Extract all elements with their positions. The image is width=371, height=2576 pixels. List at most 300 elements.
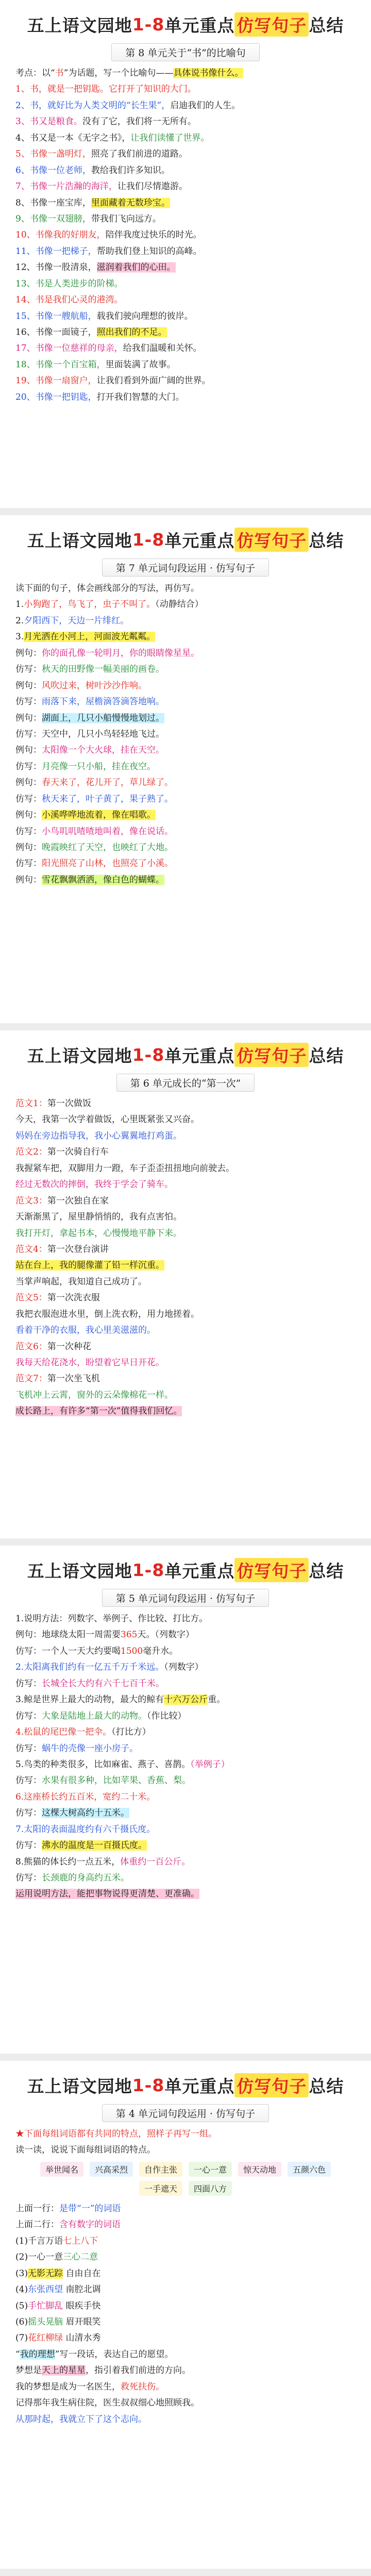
line-segment: “ (15, 2349, 20, 2360)
line-segment: 帮助我们登上知识的高峰。 (96, 246, 202, 257)
line-segment: 东张西望 (28, 2284, 63, 2295)
header-pre: 五上语文园地 (27, 1045, 132, 1066)
text-line (15, 1627, 356, 1643)
text-line (15, 1096, 356, 1112)
header-hl: 仿写句子 (234, 2073, 309, 2097)
text-line (15, 2298, 356, 2314)
line-segment: 例句： (15, 745, 42, 756)
text-line (15, 1274, 356, 1290)
unit-title: 第 5 单元词句段运用 · 仿写句子 (102, 1589, 269, 1607)
text-line (15, 2363, 356, 2379)
line-segment: 第一次做饭 (47, 1098, 91, 1109)
line-segment: 秋天来了，叶子黄了，果子熟了。 (42, 793, 173, 804)
line-segment: 仿写： (15, 1873, 42, 1883)
line-segment: 第一次种花 (47, 1341, 91, 1352)
line-segment: 4.松鼠的尾巴像一把伞。 (15, 1727, 112, 1738)
line-segment: 毫升水。 (143, 1646, 178, 1656)
line-segment: 十六万公斤 (164, 1694, 208, 1705)
text-line (15, 65, 356, 81)
text-line (15, 1870, 356, 1886)
line-segment: 例句：地球绕太阳一周需要 (15, 1630, 121, 1640)
header-pre: 五上语文园地 (27, 15, 132, 36)
line-segment: 飞机冲上云霄，窗外的云朵像棉花一样。 (15, 1389, 173, 1400)
text-line (15, 1161, 356, 1177)
header-hl: 仿写句子 (234, 12, 309, 37)
text-line (15, 1144, 356, 1160)
header-mid: 1-8 (132, 2075, 165, 2095)
line-segment: 晚霞映红了天空，也映红了大地。 (42, 842, 173, 853)
header-hl: 仿写句子 (234, 528, 309, 552)
text-line (15, 1692, 356, 1708)
text-line (15, 1741, 356, 1757)
text-line (15, 759, 356, 775)
line-segment: 天渐渐黑了，屋里静悄悄的，我有点害怕。 (15, 1212, 182, 1223)
line-segment: 1、书，就是一把钥匙。它打开了知识的大门。 (15, 84, 196, 95)
header-mid: 1-8 (132, 529, 165, 550)
text-line (15, 2249, 356, 2265)
text-line (15, 1209, 356, 1225)
text-line (15, 1773, 356, 1789)
text-line (15, 856, 356, 872)
text-line (15, 1789, 356, 1805)
text-line (15, 2412, 356, 2428)
line-segment: 范文7： (15, 1374, 47, 1384)
section-header (15, 1040, 356, 1070)
line-segment: 让我们尽情遨游。 (117, 181, 188, 192)
line-segment: 体重约一百公斤。 (120, 1856, 191, 1867)
line-segment: 范文1： (15, 1098, 47, 1109)
text-line (15, 1724, 356, 1740)
line-segment: 3、书又是粮食。 (15, 116, 82, 127)
line-segment: 天空中，几只小鸟轻轻地飞过。 (42, 728, 164, 739)
line-segment: 运用说明方法，能把事物说得更清楚、更准确。 (15, 1889, 199, 1900)
header-mid: 1-8 (132, 14, 165, 35)
line-segment: 我的理想 (20, 2349, 55, 2360)
text-line (15, 1708, 356, 1724)
line-segment: 我把衣服泡进水里，倒上洗衣粉，用力地搓着。 (15, 1309, 199, 1319)
header-hl: 仿写句子 (234, 1043, 309, 1067)
line-segment: 照亮了我们前进的道路。 (91, 149, 188, 160)
line-segment: (5) (15, 2300, 28, 2311)
text-line (15, 146, 356, 162)
line-segment: 例句： (15, 842, 42, 853)
line-segment: 你的面孔像一轮明月，你的眼睛像星星。 (42, 648, 199, 658)
text-line (15, 1659, 356, 1675)
text-line (15, 357, 356, 373)
line-segment: 8.熊猫的体长约一点五米， (15, 1856, 121, 1867)
line-segment: 第一次登台演讲 (47, 1244, 109, 1255)
line-segment: 小鸟叽叽喳喳地叫着，像在说话。 (42, 826, 173, 837)
line-segment: 带我们飞向远方。 (91, 213, 161, 224)
line-segment: 2. (15, 615, 24, 626)
line-segment: 15、书像一艘航船， (15, 311, 97, 321)
text-line (15, 1193, 356, 1209)
line-segment: 仿写： (15, 1710, 42, 1721)
section-header (15, 9, 356, 39)
text-line (15, 260, 356, 276)
text-line (15, 775, 356, 791)
unit-section (0, 515, 371, 1030)
line-segment: 17、书像一位慈祥的母亲， (15, 343, 123, 354)
text-line (15, 1339, 356, 1355)
unit-title: 第 7 单元词句段运用 · 仿写句子 (102, 558, 269, 577)
line-segment: 看着干净的衣服，我心里美滋滋的。 (15, 1325, 156, 1336)
line-segment: 重。 (208, 1694, 226, 1705)
text-line (15, 2201, 356, 2217)
text-line (15, 1112, 356, 1128)
line-segment: （列数字） (164, 1662, 204, 1673)
line-segment: 例句： (15, 648, 42, 658)
line-segment: 6.这座桥长约五百米，宽约二十米。 (15, 1791, 156, 1802)
header-pre: 五上语文园地 (27, 2076, 132, 2096)
text-line (15, 2282, 356, 2298)
line-segment: 从那时起，我就立下了这个志向。 (15, 2414, 147, 2425)
idiom-chip: 一心一意 (189, 2162, 232, 2177)
line-segment: 夕阳西下，天边一片绯红。 (24, 615, 129, 626)
text-line (15, 1323, 356, 1338)
line-segment: 仿写： (15, 1743, 42, 1754)
line-segment: 妈妈在旁边指导我，我小心翼翼地打鸡蛋。 (15, 1130, 182, 1141)
text-line (15, 244, 356, 260)
line-segment: 水果有很多种，比如苹果、香蕉、梨。 (42, 1775, 191, 1786)
header-mid: 1-8 (132, 1560, 165, 1580)
text-line (15, 1128, 356, 1144)
line-segment: 眼疾手快 (63, 2300, 101, 2311)
line-segment: 梦想是 (15, 2365, 42, 2376)
text-line (15, 710, 356, 726)
text-line (15, 1757, 356, 1773)
text-line (15, 1242, 356, 1258)
line-segment: 春天来了，花儿开了，草儿绿了。 (42, 777, 173, 788)
line-segment: 今天，我第一次学着做饭，心里既紧张又兴奋。 (15, 1114, 199, 1125)
line-segment: (2)一心一意 (15, 2252, 63, 2263)
idiom-chip: 举世闻名 (40, 2162, 83, 2177)
line-segment: 第一次骑自行车 (47, 1147, 109, 1158)
text-line (15, 227, 356, 243)
header-tail: 总结 (309, 1561, 344, 1581)
line-segment: 打开我们智慧的大门。 (96, 392, 184, 402)
line-segment: 月光洒在小河上，河面波光粼粼。 (24, 632, 156, 642)
line-segment: 风吹过来，树叶沙沙作响。 (42, 680, 147, 691)
line-segment: 仿写： (15, 697, 42, 707)
idiom-chip: 惊天动地 (238, 2162, 281, 2177)
line-segment: 阳光照亮了山林，也照亮了小溪。 (42, 858, 173, 869)
line-segment: (1)千言万语 (15, 2235, 63, 2246)
line-segment: （举例子） (190, 1759, 230, 1770)
line-segment: 太阳像一个大火球，挂在天空。 (42, 745, 164, 756)
unit-section (0, 2061, 371, 2576)
line-segment: 让我们读懂了世界。 (130, 132, 210, 143)
header-tail: 总结 (309, 15, 344, 36)
section-header (15, 2070, 356, 2100)
line-segment: 记得那年我生病住院，医生叔叔细心地照顾我。 (15, 2398, 199, 2409)
line-segment: 滋润着我们的心田。 (96, 262, 176, 273)
line-segment: （动静结合） (155, 599, 204, 610)
header-post: 单元重点 (164, 530, 235, 551)
line-segment: 18、书像一个百宝箱， (15, 359, 106, 370)
line-segment: 1500 (121, 1646, 143, 1656)
line-segment: 13、书是人类进步的阶梯。 (15, 278, 123, 289)
text-line (15, 1403, 356, 1419)
text-line (15, 2379, 356, 2395)
line-segment: 教给我们许多知识。 (91, 165, 170, 176)
text-line (15, 292, 356, 308)
text-line (15, 1355, 356, 1371)
idiom-chip: 一手遮天 (139, 2181, 182, 2196)
line-segment: 2、书，就好比为人类文明的“长生果”， (15, 100, 171, 111)
text-line (15, 629, 356, 645)
line-segment: 摇头晃脑 (28, 2316, 63, 2327)
line-segment: 里面装满了故事。 (105, 359, 176, 370)
line-segment: 仿写： (15, 728, 42, 739)
line-segment: 第一次坐飞机 (47, 1374, 100, 1384)
line-segment: 9、书像一双翅膀， (15, 213, 91, 224)
unit-title-box (15, 43, 356, 61)
header-tail: 总结 (309, 2076, 344, 2096)
unit-title: 第 8 单元关于“书”的比喻句 (111, 43, 260, 61)
line-segment: 成长路上，有许多“第一次”值得我们回忆。 (15, 1406, 182, 1417)
line-segment: ”为话题，写一个比喻句—— (63, 68, 174, 78)
line-segment: 仿写： (15, 1840, 42, 1851)
line-segment: 16、书像一面镜子， (15, 327, 97, 337)
line-segment: 8、书像一座宝库， (15, 197, 91, 208)
line-segment: 我打开灯，拿起书本，心慢慢地平静下来。 (15, 1228, 182, 1239)
text-line (15, 646, 356, 662)
line-segment: （打比方） (111, 1727, 151, 1738)
text-line (15, 1371, 356, 1387)
line-segment: 站在台上，我的腿像灌了铅一样沉重。 (15, 1260, 164, 1271)
text-line (15, 2314, 356, 2330)
text-line (15, 1886, 356, 1902)
unit-title: 第 4 单元词句段运用 · 仿写句子 (102, 2104, 269, 2122)
line-segment: 月亮像一只小船，挂在夜空。 (42, 761, 156, 772)
line-segment: 10、书像我的好朋友， (15, 230, 106, 241)
line-segment: 11、书像一把梯子， (15, 246, 97, 257)
line-segment: 经过无数次的摔倒，我终于学会了骑车。 (15, 1179, 173, 1190)
text-line (15, 1387, 356, 1403)
line-segment: 雨落下来，屋檐滴答滴答地响。 (42, 697, 164, 707)
text-line (15, 2347, 356, 2363)
line-segment: 蜗牛的壳像一座小房子。 (42, 1743, 138, 1754)
line-segment: (7) (15, 2333, 28, 2344)
unit-title-box (15, 1074, 356, 1092)
unit-section (0, 1546, 371, 2061)
text-line (15, 1177, 356, 1193)
line-segment: 花红柳绿 (28, 2333, 63, 2344)
line-segment: 没有了它，我们将一无所有。 (82, 116, 196, 127)
line-segment: 南腔北调 (63, 2284, 101, 2295)
text-line (15, 1258, 356, 1274)
text-line (15, 1307, 356, 1323)
unit-section (0, 1030, 371, 1546)
line-segment: 范文6： (15, 1341, 47, 1352)
line-segment: 给我们温暖和关怀。 (123, 343, 202, 354)
line-segment: 1. (15, 599, 24, 610)
line-segment: 启迪我们的人生。 (170, 100, 241, 111)
line-segment: 沸水的温度是一百摄氏度。 (42, 1840, 147, 1851)
header-pre: 五上语文园地 (27, 1561, 132, 1581)
idiom-chip: 兴高采烈 (90, 2162, 133, 2177)
text-line (15, 81, 356, 97)
line-segment: 19、书像一扇窗户， (15, 376, 97, 386)
line-segment: 3. (15, 632, 24, 642)
text-line (15, 1854, 356, 1870)
header-tail: 总结 (309, 1045, 344, 1066)
text-line (15, 2142, 356, 2158)
line-segment: 6、书像一位老师， (15, 165, 91, 176)
header-tail: 总结 (309, 530, 344, 551)
line-segment: 范文4： (15, 1244, 47, 1255)
line-segment: ，指引着我们前进的方向。 (86, 2365, 191, 2376)
text-line (15, 163, 356, 179)
line-segment: 5、书像一盏明灯， (15, 149, 91, 160)
line-segment: 七上八下 (63, 2235, 98, 2246)
line-segment: 仿写： (15, 664, 42, 675)
text-line (15, 179, 356, 195)
text-line (15, 872, 356, 888)
text-line (15, 807, 356, 823)
line-segment: 我每天给花浇水，盼望着它早日开花。 (15, 1358, 164, 1368)
text-line (15, 98, 356, 114)
header-mid: 1-8 (132, 1044, 165, 1065)
line-segment: 读一读，说说下面每组词语的特点。 (15, 2145, 156, 2156)
header-post: 单元重点 (164, 1561, 235, 1581)
line-segment: 范文2： (15, 1147, 47, 1158)
idiom-grid (15, 2162, 356, 2196)
text-line (15, 276, 356, 292)
text-line (15, 1643, 356, 1659)
line-segment: 4、书又是一本《无字之书》， (15, 132, 131, 143)
header-pre: 五上语文园地 (27, 530, 132, 551)
text-line (15, 114, 356, 130)
line-segment: 第一次洗衣服 (47, 1293, 100, 1303)
line-segment: 范文3： (15, 1195, 47, 1206)
header-post: 单元重点 (164, 1045, 235, 1066)
text-line (15, 2126, 356, 2142)
header-post: 单元重点 (164, 2076, 235, 2096)
line-segment: 陪伴我度过快乐的时光。 (105, 230, 202, 241)
line-segment: 7.太阳的表面温度约有六千摄氏度。 (15, 1824, 156, 1835)
text-line (15, 2395, 356, 2411)
text-line (15, 597, 356, 613)
line-segment: 山清水秀 (63, 2333, 101, 2344)
text-line (15, 1805, 356, 1821)
line-segment: 让我们看到外面广阔的世界。 (96, 376, 211, 386)
line-segment: 含有数字的词语 (59, 2219, 121, 2230)
text-line (15, 742, 356, 758)
text-line (15, 662, 356, 677)
line-segment: (4) (15, 2284, 28, 2295)
line-segment: 第一次独自在家 (47, 1195, 109, 1206)
line-segment: 3.鲸是世界上最大的动物，最大的鲸有 (15, 1694, 164, 1705)
line-segment: ”写一段话，表达自己的愿望。 (55, 2349, 174, 2360)
text-line (15, 1226, 356, 1242)
text-line (15, 2233, 356, 2249)
text-line (15, 840, 356, 856)
line-segment: 里面藏着无数珍宝。 (91, 197, 170, 208)
line-segment: 小狗跑了，鸟飞了，虫子不叫了。 (24, 599, 156, 610)
line-segment: 仿写： (15, 1775, 42, 1786)
line-segment: 仿写： (15, 826, 42, 837)
line-segment: 例句： (15, 874, 42, 885)
idiom-chip: 五颜六色 (288, 2162, 331, 2177)
idiom-chip: 自作主张 (139, 2162, 182, 2177)
unit-title: 第 6 单元成长的“第一次” (116, 1074, 255, 1092)
text-line (15, 581, 356, 597)
line-segment: 载我们驶向理想的彼岸。 (96, 311, 193, 321)
text-line (15, 373, 356, 389)
line-segment: 我握紧车把，双脚用力一蹬，车子歪歪扭扭地向前驶去。 (15, 1163, 234, 1174)
text-line (15, 678, 356, 694)
text-line (15, 2217, 356, 2233)
line-segment: 眉开眼笑 (63, 2316, 101, 2327)
text-line (15, 613, 356, 629)
text-line (15, 791, 356, 807)
line-segment: 仿写：一个人一天大约要喝 (15, 1646, 121, 1656)
line-segment: 读下面的句子，体会画线部分的写法，再仿写。 (15, 583, 199, 594)
text-line (15, 2330, 356, 2346)
line-segment: 12、书像一股清泉， (15, 262, 97, 273)
line-segment: 例句： (15, 680, 42, 691)
line-segment: 雪花飘飘洒洒，像白色的蝴蝶。 (42, 874, 164, 885)
line-segment: 当掌声响起，我知道自己成功了。 (15, 1276, 147, 1287)
line-segment: 14、书是我们心灵的港湾。 (15, 295, 123, 306)
line-segment: (6) (15, 2316, 28, 2327)
line-segment: 是带“一”的词语 (59, 2203, 121, 2214)
text-line (15, 694, 356, 710)
text-line (15, 211, 356, 227)
line-segment: 仿写： (15, 761, 42, 772)
line-segment: 自由自在 (63, 2268, 101, 2279)
line-segment: 大象是陆地上最大的动物。 (42, 1710, 147, 1721)
line-segment: 这棵大树高约十五米。 (42, 1808, 129, 1819)
line-segment: ★下面每组词语都有共同的特点，照样子再写一组。 (15, 2129, 217, 2139)
line-segment: 照出我们的不足。 (96, 327, 167, 337)
line-segment: 仿写： (15, 793, 42, 804)
line-segment: 小溪哗哗地流着，像在唱歌。 (42, 810, 156, 821)
text-line (15, 325, 356, 341)
line-segment: 例句： (15, 810, 42, 821)
text-line (15, 1822, 356, 1838)
unit-section (0, 0, 371, 515)
line-segment: 上面一行： (15, 2203, 59, 2214)
line-segment: 1.说明方法：列数字、举例子、作比较、打比方。 (15, 1614, 208, 1624)
line-segment: 例句： (15, 713, 42, 723)
text-line (15, 824, 356, 840)
text-line (15, 1676, 356, 1692)
text-line (15, 1290, 356, 1306)
text-line (15, 726, 356, 742)
line-segment: 三心二意 (63, 2252, 98, 2263)
line-segment: 2.太阳离我们约有一亿五千万千米远。 (15, 1662, 164, 1673)
line-segment: 考点：以“ (15, 68, 55, 78)
text-line (15, 309, 356, 325)
line-segment: 手忙脚乱 (28, 2300, 63, 2311)
line-segment: 救死扶伤。 (121, 2381, 164, 2392)
line-segment: 天。（列数字） (137, 1630, 194, 1640)
unit-title-box (15, 558, 356, 577)
text-line (15, 1838, 356, 1854)
unit-title-box (15, 1589, 356, 1607)
idiom-chip: 四面八方 (189, 2181, 232, 2196)
line-segment: 湖面上，几只小船慢慢地划过。 (42, 713, 164, 723)
section-header (15, 524, 356, 554)
header-post: 单元重点 (164, 15, 235, 36)
line-segment: 上面二行： (15, 2219, 59, 2230)
line-segment: 长城全长大约有六千七百千米。 (42, 1678, 164, 1689)
line-segment: 天上的星星 (42, 2365, 86, 2376)
line-segment: （作比较） (147, 1710, 187, 1721)
